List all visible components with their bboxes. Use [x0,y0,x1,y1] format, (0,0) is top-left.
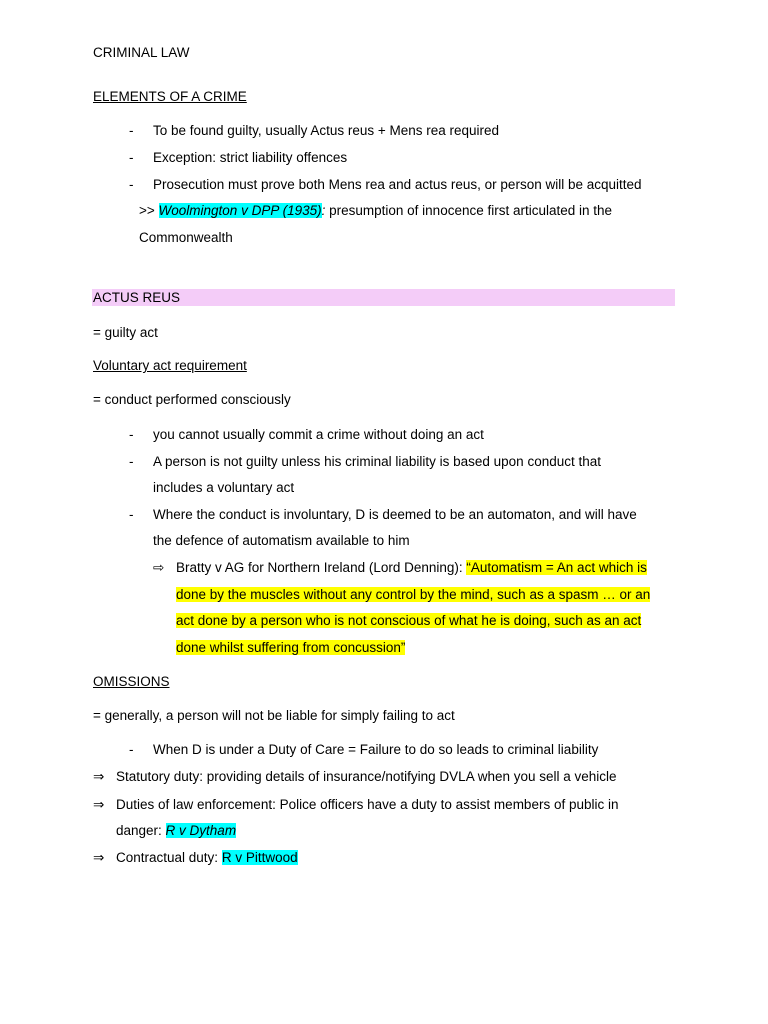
duty-statutory: Statutory duty: providing details of insurance/notifying DVLA when you sell a vehicle [116,769,617,784]
case-dytham: R v Dytham [165,823,237,838]
duty-law-enforcement-cont [116,822,236,840]
bullet-dash: - [129,427,134,442]
bratty-quote-line-4 [176,639,405,657]
bullet-dash: - [129,454,134,469]
bratty-quote-2: done by the muscles without any control by the mind, such as a spasm … or an [176,587,651,602]
actus-bullet-1: you cannot usually commit a crime without doing an act [153,427,484,442]
woolmington-line-2: Commonwealth [139,230,233,245]
omissions-heading: OMISSIONS [93,674,170,689]
voluntary-definition: = conduct performed consciously [93,392,291,407]
case-woolmington-text: presumption of innocence first articulated in the [325,203,613,218]
elements-bullet-1: To be found guilty, usually Actus reus + Mens rea required [153,123,500,138]
bratty-line [176,559,647,577]
duty-law-enforcement: Duties of law enforcement: Police officers have a duty to assist members of public in [116,797,619,812]
duty-contractual [116,849,298,867]
case-colon: : [321,203,326,218]
double-arrow-icon: ⇒ [93,769,105,784]
case-woolmington: Woolmington v DPP (1935) [158,203,322,218]
bratty-quote-4: done whilst suffering from concussion” [176,640,406,655]
actus-bullet-2-cont: includes a voluntary act [153,480,295,495]
bratty-intro: Bratty v AG for Northern Ireland (Lord Denning): [176,560,467,575]
bratty-quote-line-2 [176,586,650,604]
actus-definition: = guilty act [93,325,158,340]
double-arrow-icon: ⇒ [93,850,105,865]
actus-bullet-3: Where the conduct is involuntary, D is deemed to be an automaton, and will have [153,507,637,522]
elements-bullet-3: Prosecution must prove both Mens rea and actus reus, or person will be acquitted [153,177,642,192]
double-arrow-icon: ⇒ [93,797,105,812]
bratty-quote-1: “Automatism = An act which is [466,560,647,575]
bullet-dash: - [129,150,134,165]
elements-heading: ELEMENTS OF A CRIME [93,89,247,104]
bratty-quote-3: act done by a person who is not conscious of what he is doing, such as an act [176,613,642,628]
bullet-dash: - [129,507,134,522]
bratty-quote-line-3 [176,612,641,630]
danger-prefix: danger: [116,823,166,838]
actus-heading: ACTUS REUS [93,290,181,305]
bullet-dash: - [129,177,134,192]
woolmington-line [139,202,612,220]
omissions-definition: = generally, a person will not be liable for simply failing to act [93,708,455,723]
case-prefix: >> [139,203,159,218]
bullet-dash: - [129,742,134,757]
actus-bullet-3-cont: the defence of automatism available to him [153,533,410,548]
arrow-icon: ⇨ [153,560,165,575]
bullet-dash: - [129,123,134,138]
actus-bullet-2: A person is not guilty unless his criminal liability is based upon conduct that [153,454,601,469]
omissions-bullet: When D is under a Duty of Care = Failure to do so leads to criminal liability [153,742,599,757]
case-pittwood: R v Pittwood [221,850,298,865]
contractual-prefix: Contractual duty: [116,850,222,865]
elements-bullet-2: Exception: strict liability offences [153,150,348,165]
voluntary-heading: Voluntary act requirement [93,358,247,373]
document-title: CRIMINAL LAW [93,45,190,60]
